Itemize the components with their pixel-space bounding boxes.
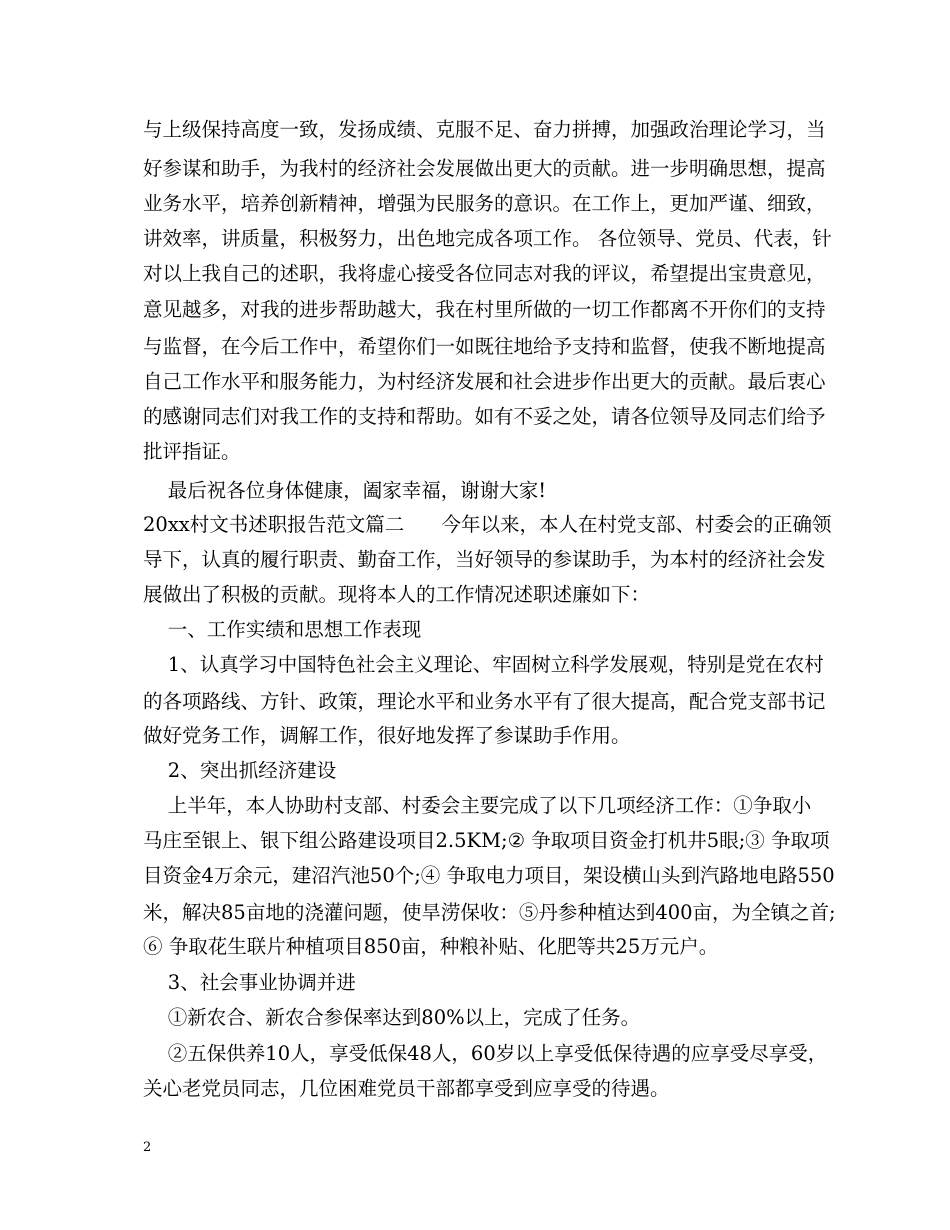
- text-line: 最后祝各位身体健康，阖家幸福，谢谢大家!: [143, 479, 547, 502]
- page-number: 2: [143, 1140, 152, 1155]
- text-line: 好参谋和助手，为我村的经济社会发展做出更大的贡献。进一步明确思想，提高: [143, 157, 826, 180]
- text-line: 3、社会事业协调并进: [143, 971, 356, 994]
- text-line: 自己工作水平和服务能力，为村经济发展和社会进步作出更大的贡献。最后衷心: [143, 370, 826, 393]
- text-line: ②五保供养10人，享受低保48人，60岁以上享受低保待遇的应享受尽享受，: [143, 1042, 828, 1065]
- text-line: 做好党务工作，调解工作，很好地发挥了参谋助手作用。: [143, 724, 631, 747]
- text-line: 一、工作实绩和思想工作表现: [143, 618, 422, 641]
- text-line: 讲效率，讲质量，积极努力，出色地完成各项工作。 各位领导、党员、代表，针: [143, 227, 832, 250]
- text-line: 马庄至银上、银下组公路建设项目2.5KM;② 争取项目资金打机井5眼;③ 争取项: [143, 829, 830, 852]
- text-line: 20xx村文书述职报告范文篇二 今年以来，本人在村党支部、村委会的正确领: [143, 513, 832, 536]
- text-line: 与上级保持高度一致，发扬成绩、克服不足、奋力拼搏，加强政治理论学习，当: [143, 118, 826, 141]
- text-line: 的感谢同志们对我工作的支持和帮助。如有不妥之处，请各位领导及同志们给予: [143, 405, 826, 428]
- text-line: 关心老党员同志，几位困难党员干部都享受到应享受的待遇。: [143, 1077, 670, 1100]
- text-line: 的各项路线、方针、政策，理论水平和业务水平有了很大提高，配合党支部书记: [143, 690, 826, 713]
- text-line: 业务水平，培养创新精神，增强为民服务的意识。在工作上，更加严谨、细致，: [143, 192, 826, 215]
- text-line: 与监督，在今后工作中，希望你们一如既往地给予支持和监督，使我不断地提高: [143, 335, 826, 358]
- text-line: 意见越多，对我的进步帮助越大，我在村里所做的一切工作都离不开你们的支持: [143, 298, 826, 321]
- text-line: 目资金4万余元，建沼汽池50个;④ 争取电力项目，架设横山头到汽路地电路550: [143, 864, 835, 887]
- text-line: 米，解决85亩地的浇灌问题，使旱涝保收：⑤丹参种植达到400亩，为全镇之首;: [143, 901, 836, 924]
- text-line: 上半年，本人协助村支部、村委会主要完成了以下几项经济工作：①争取小: [143, 794, 812, 817]
- text-line: ⑥ 争取花生联片种植项目850亩，种粮补贴、化肥等共25万元户。: [143, 935, 719, 958]
- text-line: 对以上我自己的述职，我将虚心接受各位同志对我的评议，希望提出宝贵意见，: [143, 262, 826, 285]
- text-line: 导下，认真的履行职责、勤奋工作，当好领导的参谋助手，为本村的经济社会发: [143, 548, 826, 571]
- text-line: 展做出了积极的贡献。现将本人的工作情况述职述廉如下：: [143, 583, 651, 606]
- text-line: 2、突出抓经济建设: [143, 759, 337, 782]
- text-line: 批评指证。: [143, 440, 241, 463]
- text-line: ①新农合、新农合参保率达到80%以上，完成了任务。: [143, 1006, 641, 1029]
- text-line: 1、认真学习中国特色社会主义理论、牢固树立科学发展观，特别是党在农村: [143, 653, 824, 676]
